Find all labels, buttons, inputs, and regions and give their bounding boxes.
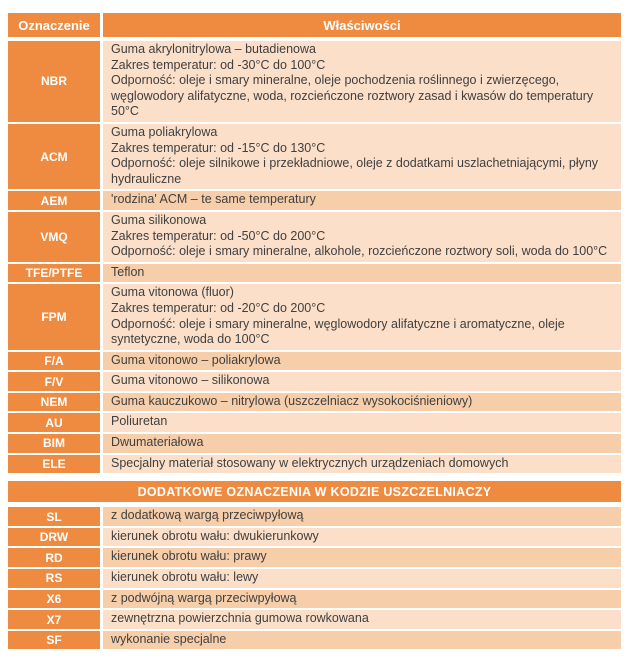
table-row: [8, 264, 621, 283]
code-description: [103, 548, 621, 567]
material-code: ELE: [8, 455, 100, 474]
table-row: [8, 434, 621, 453]
material-code: F/A: [8, 352, 100, 371]
code-designation: X7: [8, 610, 100, 629]
material-code: BIM: [8, 434, 100, 453]
code-description: [103, 610, 621, 629]
table-row: [8, 393, 621, 412]
section-header-additional-codes: DODATKOWE OZNACZENIA W KODZIE USZCZELNIACZY: [8, 481, 621, 502]
property-line: Guma vitonowo – poliakrylowa: [111, 352, 281, 367]
property-line: wykonanie specjalne: [111, 631, 227, 646]
code-description: [103, 590, 621, 609]
material-properties: [103, 413, 621, 432]
material-code: AU: [8, 413, 100, 432]
table-row: [8, 528, 621, 547]
property-line: Dwumateriałowa: [111, 435, 204, 450]
header-designation: Oznaczenie: [8, 13, 100, 37]
material-properties: [103, 372, 621, 391]
property-line: Odporność: oleje i smary mineralne, węglowodory alifatyczne i aromatyczne, oleje syntetyczne, woda do 100°C: [111, 316, 565, 347]
material-properties: [103, 124, 621, 189]
table-row: [8, 372, 621, 391]
table-row: [8, 191, 621, 210]
table-row: [8, 569, 621, 588]
table-row: [8, 507, 621, 526]
code-description: [103, 507, 621, 526]
property-line: Guma poliakrylowa: [111, 124, 218, 139]
property-line: Guma akrylonitrylowa – butadienowa: [111, 42, 316, 56]
table-row: [8, 41, 621, 122]
property-line: z podwójną wargą przeciwpyłową: [111, 590, 297, 605]
property-line: Guma vitonowa (fluor): [111, 285, 234, 300]
material-properties: [103, 393, 621, 412]
code-designation: SL: [8, 507, 100, 526]
property-line: 'rodzina' ACM – te same temperatury: [111, 192, 316, 207]
material-properties: [103, 41, 621, 122]
code-designation: X6: [8, 590, 100, 609]
property-line: Guma kauczukowo – nitrylowa (uszczelniacz wysokociśnieniowy): [111, 393, 473, 408]
property-line: Zakres temperatur: od -50°C do 200°C: [111, 228, 326, 243]
table-row: [8, 631, 621, 650]
property-line: Guma silikonowa: [111, 212, 207, 227]
property-line: kierunek obrotu wału: lewy: [111, 570, 259, 585]
code-designation: DRW: [8, 528, 100, 547]
material-properties: [103, 352, 621, 371]
property-line: Odporność: oleje silnikowe i przekładniowe, oleje z dodatkami uszlachetniającymi, płyny hydrauliczne: [111, 156, 599, 186]
code-description: [103, 631, 621, 650]
property-line: Zakres temperatur: od -20°C do 200°C: [111, 300, 326, 315]
material-code: NBR: [8, 41, 100, 122]
materials-table: [8, 13, 621, 473]
table-row: [8, 455, 621, 474]
property-line: Specjalny materiał stosowany w elektrycznych urządzeniach domowych: [111, 455, 509, 470]
property-line: Poliuretan: [111, 414, 168, 429]
property-line: zewnętrzna powierzchnia gumowa rowkowana: [111, 611, 369, 626]
property-line: Odporność: oleje i smary mineralne, alkohole, rozcieńczone roztwory soli, woda do 100°C: [111, 244, 608, 259]
table-row: [8, 413, 621, 432]
header-properties: Właściwości: [103, 13, 621, 37]
material-properties: [103, 191, 621, 210]
table-row: [8, 548, 621, 567]
property-line: Guma vitonowo – silikonowa: [111, 373, 270, 388]
material-properties: [103, 264, 621, 283]
material-code: FPM: [8, 284, 100, 349]
property-line: Teflon: [111, 264, 145, 279]
material-properties: [103, 284, 621, 349]
property-line: Odporność: oleje i smary mineralne, oleje pochodzenia roślinnego i zwierzęcego, węglowodory alifatyczne, woda, rozcieńczone roztwory zasad i kwasów do temperatury 50°C: [111, 73, 594, 119]
code-description: [103, 569, 621, 588]
material-code: F/V: [8, 372, 100, 391]
material-properties: [103, 455, 621, 474]
code-designation: SF: [8, 631, 100, 650]
material-code: VMQ: [8, 212, 100, 262]
property-line: Zakres temperatur: od -15°C do 130°C: [111, 140, 326, 155]
material-code: NEM: [8, 393, 100, 412]
property-line: z dodatkową wargą przeciwpyłową: [111, 508, 304, 523]
property-line: kierunek obrotu wału: dwukierunkowy: [111, 528, 319, 543]
property-line: kierunek obrotu wału: prawy: [111, 549, 267, 564]
code-designation: RS: [8, 569, 100, 588]
table-row: [8, 124, 621, 189]
material-code: AEM: [8, 191, 100, 210]
table-header-row: [8, 13, 621, 37]
table-row: [8, 352, 621, 371]
additional-codes-table: [8, 507, 621, 649]
table-row: [8, 212, 621, 262]
property-line: Zakres temperatur: od -30°C do 100°C: [111, 57, 326, 72]
material-code: TFE/PTFE: [8, 264, 100, 283]
material-code: ACM: [8, 124, 100, 189]
code-designation: RD: [8, 548, 100, 567]
table-row: [8, 610, 621, 629]
material-properties: [103, 212, 621, 262]
table-row: [8, 590, 621, 609]
table-row: [8, 284, 621, 349]
code-description: [103, 528, 621, 547]
material-properties: [103, 434, 621, 453]
